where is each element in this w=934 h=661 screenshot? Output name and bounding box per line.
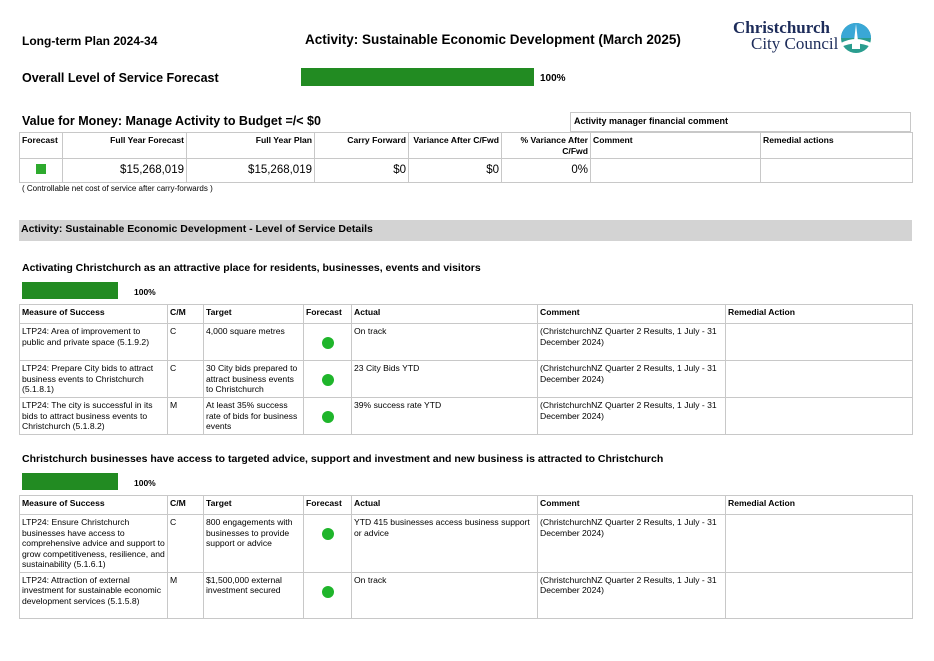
group-1-table	[19, 304, 913, 435]
table-row	[20, 324, 913, 361]
col-remedial-action: Remedial Action	[726, 305, 913, 324]
comment-cell: (ChristchurchNZ Quarter 2 Results, 1 July - 31 December 2024)	[538, 361, 726, 398]
status-green-icon	[322, 374, 334, 386]
col-measure: Measure of Success	[20, 305, 168, 324]
col-comment: Comment	[538, 305, 726, 324]
actual-cell: YTD 415 businesses access business support or advice	[352, 515, 538, 573]
table-row	[20, 515, 913, 573]
col-actual: Actual	[352, 496, 538, 515]
finance-remedial-value	[761, 159, 913, 183]
finance-note: ( Controllable net cost of service after carry-forwards )	[22, 184, 213, 193]
section-title: Activity: Sustainable Economic Development - Level of Service Details	[21, 223, 373, 235]
actual-cell: On track	[352, 324, 538, 361]
forecast-cell	[304, 361, 352, 398]
finance-comment-value	[591, 159, 761, 183]
pct-variance-value: 0%	[502, 159, 591, 183]
full-year-plan-value: $15,268,019	[187, 159, 315, 183]
group-2-title: Christchurch businesses have access to targeted advice, support and investment and new business is attracted to Christchurch	[22, 453, 664, 465]
actual-cell: On track	[352, 572, 538, 618]
status-green-icon	[322, 586, 334, 598]
measure-cell: LTP24: Ensure Christchurch businesses have access to comprehensive advice and support to grow competitiveness, resilience, and sustainability (5.1.6.1)	[20, 515, 168, 573]
col-variance: Variance After C/Fwd	[409, 133, 502, 159]
finance-table	[19, 132, 913, 183]
col-cm: C/M	[168, 305, 204, 324]
logo-line-2: City Council	[751, 34, 839, 53]
col-forecast: Forecast	[20, 133, 63, 159]
cm-cell: C	[168, 324, 204, 361]
table-row	[20, 361, 913, 398]
overall-progress-bar	[301, 68, 534, 86]
col-comment: Comment	[538, 496, 726, 515]
group-2-percent: 100%	[134, 478, 156, 488]
overall-percent: 100%	[540, 73, 566, 84]
col-actual: Actual	[352, 305, 538, 324]
status-green-icon	[322, 528, 334, 540]
forecast-cell	[304, 572, 352, 618]
col-comment: Comment	[591, 133, 761, 159]
target-cell: 800 engagements with businesses to provide support or advice	[204, 515, 304, 573]
measure-cell: LTP24: Prepare City bids to attract business events to Christchurch (5.1.8.1)	[20, 361, 168, 398]
col-carry-forward: Carry Forward	[315, 133, 409, 159]
group-2-progress-bar	[22, 473, 118, 490]
logo-line-1: Christchurch	[733, 18, 830, 37]
remedial-cell	[726, 398, 913, 435]
table-row	[20, 398, 913, 435]
forecast-status-cell	[20, 159, 63, 183]
overall-forecast-label: Overall Level of Service Forecast	[22, 71, 219, 85]
remedial-cell	[726, 515, 913, 573]
cm-cell: C	[168, 361, 204, 398]
group-1-percent: 100%	[134, 287, 156, 297]
target-cell: $1,500,000 external investment secured	[204, 572, 304, 618]
forecast-status-icon	[36, 164, 46, 174]
status-green-icon	[322, 411, 334, 423]
value-for-money-title: Value for Money: Manage Activity to Budget =/< $0	[22, 114, 321, 128]
council-logo	[733, 20, 878, 60]
col-remedial: Remedial actions	[761, 133, 913, 159]
plan-title: Long-term Plan 2024-34	[22, 34, 158, 48]
cm-cell: M	[168, 572, 204, 618]
cm-cell: C	[168, 515, 204, 573]
forecast-cell	[304, 515, 352, 573]
status-green-icon	[322, 337, 334, 349]
target-cell: 30 City bids prepared to attract business events to Christchurch	[204, 361, 304, 398]
remedial-cell	[726, 572, 913, 618]
col-remedial-action: Remedial Action	[726, 496, 913, 515]
comment-cell: (ChristchurchNZ Quarter 2 Results, 1 July - 31 December 2024)	[538, 324, 726, 361]
cathedral-icon	[838, 21, 874, 55]
full-year-forecast-value: $15,268,019	[63, 159, 187, 183]
comment-cell: (ChristchurchNZ Quarter 2 Results, 1 July - 31 December 2024)	[538, 515, 726, 573]
actual-cell: 39% success rate YTD	[352, 398, 538, 435]
group-1-progress-bar	[22, 282, 118, 299]
group-1-title: Activating Christchurch as an attractive place for residents, businesses, events and visitors	[22, 262, 481, 274]
col-pct-variance: % Variance After C/Fwd	[502, 133, 591, 159]
actual-cell: 23 City Bids YTD	[352, 361, 538, 398]
forecast-cell	[304, 398, 352, 435]
col-full-year-forecast: Full Year Forecast	[63, 133, 187, 159]
measure-cell: LTP24: Area of improvement to public and private space (5.1.9.2)	[20, 324, 168, 361]
col-target: Target	[204, 305, 304, 324]
col-target: Target	[204, 496, 304, 515]
col-forecast: Forecast	[304, 305, 352, 324]
remedial-cell	[726, 361, 913, 398]
variance-value: $0	[409, 159, 502, 183]
col-measure: Measure of Success	[20, 496, 168, 515]
cm-cell: M	[168, 398, 204, 435]
forecast-cell	[304, 324, 352, 361]
comment-cell: (ChristchurchNZ Quarter 2 Results, 1 July - 31 December 2024)	[538, 572, 726, 618]
col-full-year-plan: Full Year Plan	[187, 133, 315, 159]
measure-cell: LTP24: Attraction of external investment for sustainable economic development services (5.1.5.8)	[20, 572, 168, 618]
manager-comment-heading: Activity manager financial comment	[570, 112, 911, 132]
col-forecast: Forecast	[304, 496, 352, 515]
measure-cell: LTP24: The city is successful in its bids to attract business events to Christchurch (5.1.8.2)	[20, 398, 168, 435]
table-row	[20, 572, 913, 618]
remedial-cell	[726, 324, 913, 361]
group-2-table	[19, 495, 913, 619]
section-header	[19, 220, 912, 241]
target-cell: At least 35% success rate of bids for business events	[204, 398, 304, 435]
target-cell: 4,000 square metres	[204, 324, 304, 361]
activity-title: Activity: Sustainable Economic Development (March 2025)	[305, 32, 681, 47]
comment-cell: (ChristchurchNZ Quarter 2 Results, 1 July - 31 December 2024)	[538, 398, 726, 435]
carry-forward-value: $0	[315, 159, 409, 183]
col-cm: C/M	[168, 496, 204, 515]
